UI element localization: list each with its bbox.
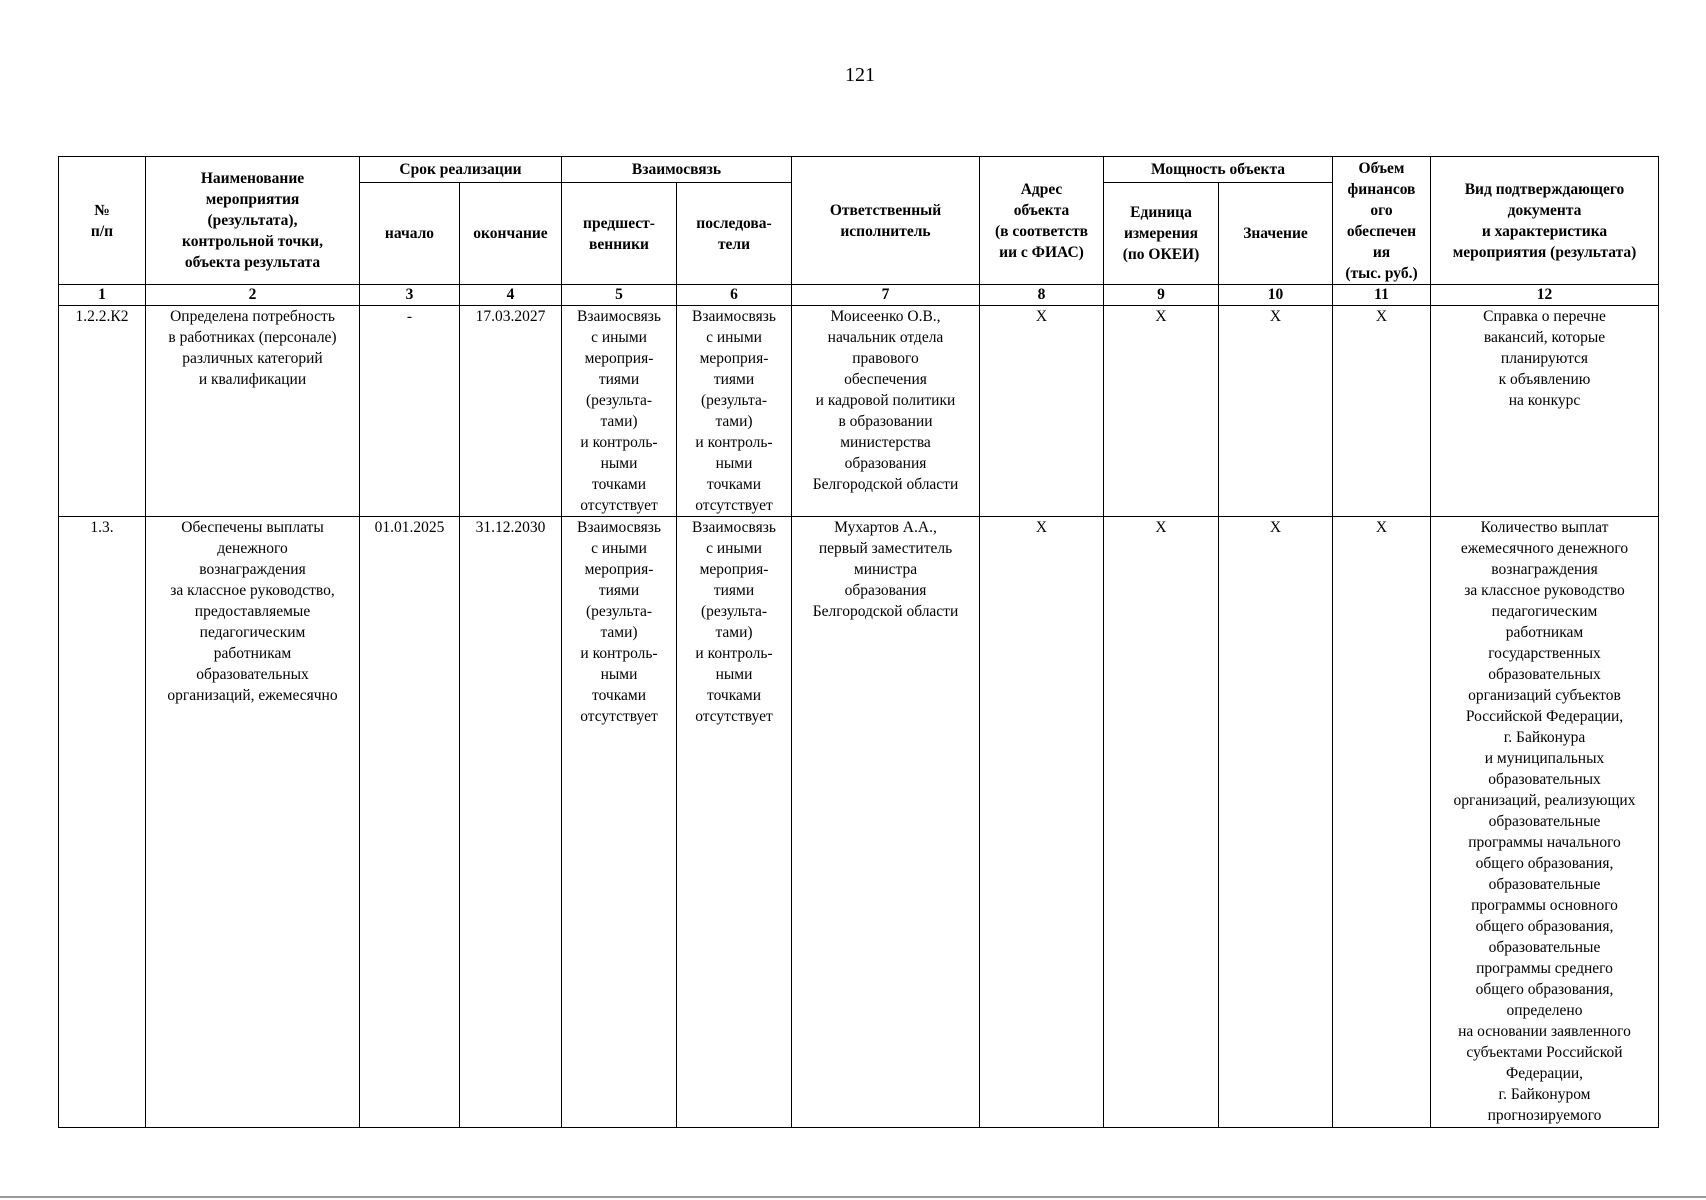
header-name: Наименование мероприятия (результата), контрольной точки, объекта результата <box>146 157 360 285</box>
cell-value: Х <box>1219 306 1333 517</box>
header-unit: Единица измерения (по ОКЕИ) <box>1104 183 1219 285</box>
cell-end: 17.03.2027 <box>460 306 562 517</box>
header-link: Взаимосвязь <box>562 157 792 183</box>
column-number: 11 <box>1333 285 1431 306</box>
column-number: 9 <box>1104 285 1219 306</box>
header-link-prev: предшест- венники <box>562 183 677 285</box>
header-finance: Объем финансов ого обеспечен ия (тыс. руб.) <box>1333 157 1431 285</box>
scan-edge-line <box>0 1196 1706 1198</box>
cell-doc: Справка о перечне вакансий, которые планируются к объявлению на конкурс <box>1431 306 1659 517</box>
cell-doc: Количество выплат ежемесячного денежного вознаграждения за классное руководство педагогическим работникам государственных образовательных организаций субъектов Российской Федерации, г. Байконура и муниципальных образовательных организаций, реализующих образовательные программы начального общего образования, образовательные программы основного общего образования, образовательные программы среднего общего образования, определено на основании заявленного субъектами Российской Федерации, г. Байконуром прогнозируемого <box>1431 517 1659 1128</box>
activities-table <box>58 156 1659 1128</box>
column-number: 1 <box>59 285 146 306</box>
cell-end: 31.12.2030 <box>460 517 562 1128</box>
cell-address: Х <box>980 517 1104 1128</box>
cell-name: Определена потребность в работниках (персонале) различных категорий и квалификации <box>146 306 360 517</box>
cell-start: 01.01.2025 <box>360 517 460 1128</box>
cell-next: Взаимосвязь с иными мероприя- тиями (результа- тами) и контроль- ными точками отсутствует <box>677 517 792 1128</box>
cell-finance: Х <box>1333 517 1431 1128</box>
column-number: 8 <box>980 285 1104 306</box>
cell-value: Х <box>1219 517 1333 1128</box>
page-number: 121 <box>845 64 875 86</box>
table-row <box>59 517 1659 1128</box>
header-term-start: начало <box>360 183 460 285</box>
header-power: Мощность объекта <box>1104 157 1333 183</box>
header-address: Адрес объекта (в соответств ии с ФИАС) <box>980 157 1104 285</box>
column-number: 3 <box>360 285 460 306</box>
column-number: 4 <box>460 285 562 306</box>
column-number: 5 <box>562 285 677 306</box>
column-number-row <box>59 285 1659 306</box>
cell-prev: Взаимосвязь с иными мероприя- тиями (результа- тами) и контроль- ными точками отсутствует <box>562 517 677 1128</box>
cell-start: - <box>360 306 460 517</box>
cell-prev: Взаимосвязь с иными мероприя- тиями (результа- тами) и контроль- ными точками отсутствует <box>562 306 677 517</box>
table-row <box>59 306 1659 517</box>
cell-responsible: Мухартов А.А., первый заместитель министра образования Белгородской области <box>792 517 980 1128</box>
cell-address: Х <box>980 306 1104 517</box>
header-num: № п/п <box>59 157 146 285</box>
column-number: 12 <box>1431 285 1659 306</box>
column-number: 2 <box>146 285 360 306</box>
cell-responsible: Моисеенко О.В., начальник отдела правового обеспечения и кадровой политики в образовании министерства образования Белгородской области <box>792 306 980 517</box>
column-number: 7 <box>792 285 980 306</box>
header-term-end: окончание <box>460 183 562 285</box>
cell-finance: Х <box>1333 306 1431 517</box>
cell-num: 1.3. <box>59 517 146 1128</box>
header-value: Значение <box>1219 183 1333 285</box>
header-term: Срок реализации <box>360 157 562 183</box>
cell-name: Обеспечены выплаты денежного вознаграждения за классное руководство, предоставляемые педагогическим работникам образовательных организаций, ежемесячно <box>146 517 360 1128</box>
cell-unit: Х <box>1104 306 1219 517</box>
header-doc: Вид подтверждающего документа и характеристика мероприятия (результата) <box>1431 157 1659 285</box>
column-number: 6 <box>677 285 792 306</box>
cell-num: 1.2.2.К2 <box>59 306 146 517</box>
header-responsible: Ответственный исполнитель <box>792 157 980 285</box>
column-number: 10 <box>1219 285 1333 306</box>
header-link-next: последова- тели <box>677 183 792 285</box>
cell-next: Взаимосвязь с иными мероприя- тиями (результа- тами) и контроль- ными точками отсутствует <box>677 306 792 517</box>
cell-unit: Х <box>1104 517 1219 1128</box>
